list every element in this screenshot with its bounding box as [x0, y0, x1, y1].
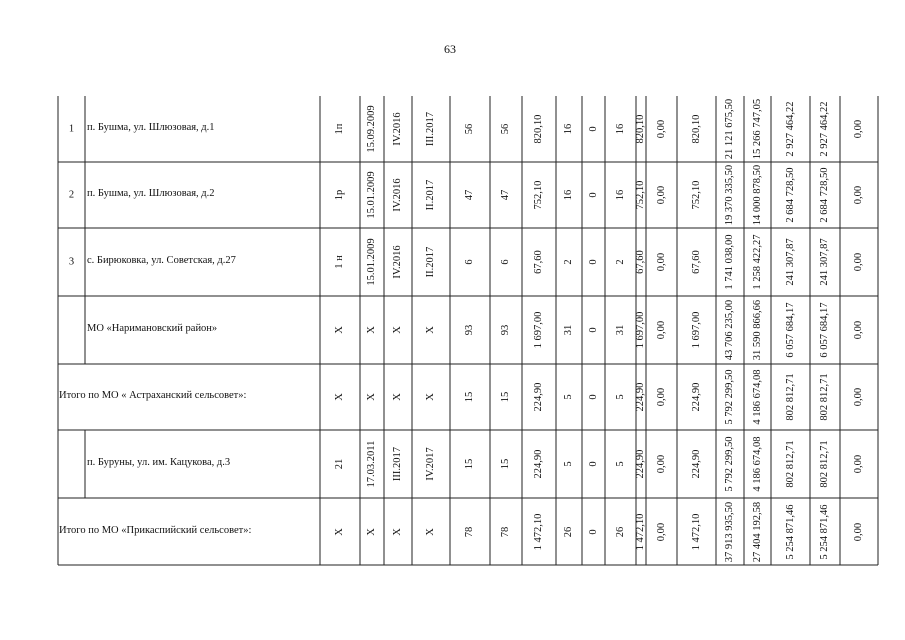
table-cell: 78 [463, 526, 475, 537]
table-cell: Х [365, 527, 377, 536]
table-cell: 2 684 728,50 [784, 167, 796, 223]
table-cell: 15.01.2009 [365, 238, 377, 286]
table-cell: III.2017 [391, 446, 403, 482]
table-cell: 0,00 [852, 252, 864, 272]
table-cell: 43 706 235,00 [723, 299, 735, 361]
table-cell: 0,00 [852, 522, 864, 541]
table-cell: 2 927 464,22 [784, 101, 796, 157]
table-cell: 802 812,71 [818, 440, 830, 488]
table-cell: IV.2016 [391, 112, 403, 146]
page-number: 63 [444, 42, 456, 56]
table-cell: 5 792 299,50 [723, 436, 735, 492]
table-cell: 5 [562, 461, 574, 467]
table-cell: 0 [587, 461, 599, 467]
table-cell: 26 [562, 526, 574, 537]
table-cell: 0 [587, 192, 599, 198]
row-number: 1 [68, 123, 75, 135]
table-cell: IV.2017 [424, 447, 436, 481]
table-cell: Х [424, 393, 436, 401]
table-cell: 0,00 [852, 119, 864, 139]
table-cell: 224,90 [690, 382, 702, 412]
table-cell: 4 186 674,08 [751, 436, 763, 492]
table-cell: 6 [499, 259, 511, 265]
table-cell: Х [365, 326, 377, 334]
table-cell: 5 254 871,46 [784, 503, 796, 560]
table-cell: 16 [614, 189, 626, 201]
table-cell: 15.01.2009 [365, 171, 377, 219]
table-cell: 0,00 [655, 252, 667, 272]
table-cell: 0,00 [655, 454, 667, 474]
table-cell: II.2017 [424, 246, 436, 278]
table-cell: 15 [463, 458, 475, 470]
table-cell: 0,00 [655, 185, 667, 205]
table-cell: 820,10 [532, 114, 544, 144]
table-cell: 2 684 728,50 [818, 167, 830, 223]
table-cell: 5 [614, 461, 626, 467]
address-cell: п. Бушма, ул. Шлюзовая, д.2 [87, 188, 215, 199]
table-cell: Х [391, 527, 403, 536]
table-cell: IV.2016 [391, 178, 403, 212]
table-cell: 21 121 675,50 [723, 98, 735, 160]
table-cell: 14 000 878,50 [751, 164, 763, 226]
table-cell: 224,90 [690, 449, 702, 479]
table-cell: 1 258 422,27 [751, 234, 763, 290]
table-cell: 21 [333, 458, 345, 470]
table-cell: 0 [587, 327, 599, 333]
table-cell: 0,00 [852, 387, 864, 407]
table-cell: 2 [614, 259, 626, 265]
table-cell: 56 [499, 123, 511, 135]
table-cell: 0,00 [852, 454, 864, 474]
table-cell: 0,00 [655, 320, 667, 340]
table-cell: Х [424, 326, 436, 334]
table-cell: 31 590 866,66 [751, 299, 763, 361]
table-cell: 67,60 [634, 250, 646, 274]
table-cell: 16 [562, 123, 574, 135]
table-cell: 16 [562, 189, 574, 201]
table-cell: 752,10 [690, 180, 702, 210]
address-cell: Итого по МО « Астраханский сельсовет»: [59, 390, 247, 401]
table-cell: 15 [499, 458, 511, 470]
table-cell: 1 697,00 [690, 311, 702, 349]
table-cell: 15 [463, 391, 475, 403]
address-cell: МО «Наримановский район» [87, 323, 218, 334]
table-cell: Х [333, 326, 345, 334]
table-cell: 0,00 [655, 119, 667, 139]
table-cell: 0,00 [852, 320, 864, 340]
table-cell: 241 307,87 [784, 238, 796, 286]
table-cell: 2 927 464,22 [818, 101, 830, 157]
table-cell: 67,60 [532, 250, 544, 274]
table-cell: 5 254 871,46 [818, 503, 830, 560]
table-cell: 1 697,00 [634, 311, 646, 349]
table-cell: 4 186 674,08 [751, 369, 763, 425]
table-cell: 224,90 [532, 449, 544, 479]
table-cell: 1р [333, 189, 345, 201]
table-cell: 37 913 935,50 [723, 501, 735, 562]
table-cell: 820,10 [690, 114, 702, 144]
table-cell: 0,00 [852, 185, 864, 205]
table-cell: 15 [499, 391, 511, 403]
table-cell: 5 792 299,50 [723, 369, 735, 425]
table-cell: 78 [499, 526, 511, 537]
table-cell: 56 [463, 123, 475, 135]
table-cell: 224,90 [634, 449, 646, 479]
table-cell: 1 697,00 [532, 311, 544, 349]
table-cell: 19 370 335,50 [723, 164, 735, 226]
table-cell: 224,90 [532, 382, 544, 412]
table-cell: 5 [562, 394, 574, 400]
table-cell: 47 [499, 189, 511, 201]
table-cell: 1 741 038,00 [723, 234, 735, 290]
table-cell: 1 н [333, 255, 345, 269]
table-cell: 820,10 [634, 114, 646, 144]
address-cell: п. Бушма, ул. Шлюзовая, д.1 [87, 122, 215, 133]
table-cell: IV.2016 [391, 245, 403, 279]
address-cell: п. Буруны, ул. им. Кацукова, д.3 [87, 457, 231, 468]
table-cell: II.2017 [424, 179, 436, 211]
table-cell: Х [424, 527, 436, 536]
table-cell: Х [391, 393, 403, 401]
table-cell: 802 812,71 [818, 373, 830, 421]
row-number: 3 [68, 256, 75, 268]
table-cell: 1п [333, 123, 345, 135]
table-cell: 6 057 684,17 [818, 302, 830, 358]
table-cell: 752,10 [634, 180, 646, 210]
table-cell: 1 472,10 [690, 513, 702, 550]
table-cell: 26 [614, 526, 626, 537]
table-cell: 1 472,10 [532, 513, 544, 550]
table-cell: 0 [587, 528, 599, 535]
table-cell: 224,90 [634, 382, 646, 412]
table-cell: 0 [587, 394, 599, 400]
table-cell: Х [333, 527, 345, 536]
table-cell: 15 266 747,05 [751, 98, 763, 160]
table-cell: 15.09.2009 [365, 105, 377, 153]
address-cell: Итого по МО «Прикаспийский сельсовет»: [59, 524, 252, 536]
table-cell: Х [365, 393, 377, 401]
table-cell: 16 [614, 123, 626, 135]
table-cell: 47 [463, 189, 475, 201]
row-number: 2 [68, 189, 75, 201]
table-cell: 1 472,10 [634, 513, 646, 550]
table-cell: 241 307,87 [818, 238, 830, 286]
table-cell: 31 [614, 324, 626, 336]
table-cell: Х [333, 393, 345, 401]
table-cell: 2 [562, 259, 574, 265]
table-cell: 93 [463, 324, 475, 336]
table-cell: 5 [614, 394, 626, 400]
table-cell: III.2017 [424, 111, 436, 147]
table-cell: 752,10 [532, 180, 544, 210]
table-cell: 6 [463, 259, 475, 265]
address-cell: с. Бирюковка, ул. Советская, д.27 [87, 255, 236, 266]
table-cell: 0,00 [655, 522, 667, 541]
table-cell: 802 812,71 [784, 373, 796, 421]
table-cell: 27 404 192,58 [751, 501, 763, 562]
table-cell: Х [391, 326, 403, 334]
table-cell: 93 [499, 324, 511, 336]
table-cell: 6 057 684,17 [784, 302, 796, 358]
table-cell: 17.03.2011 [365, 440, 377, 488]
table-cell: 0 [587, 126, 599, 132]
table-cell: 67,60 [690, 250, 702, 274]
table-cell: 802 812,71 [784, 440, 796, 488]
table-cell: 31 [562, 324, 574, 336]
table-cell: 0,00 [655, 387, 667, 407]
table-cell: 0 [587, 259, 599, 265]
